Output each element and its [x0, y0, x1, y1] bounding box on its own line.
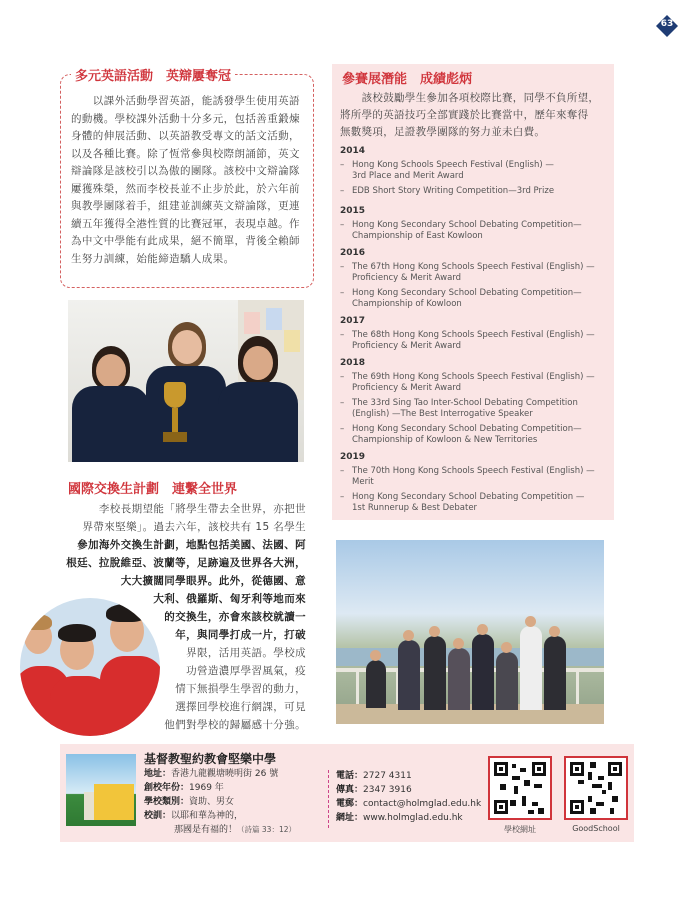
qr2-label: GoodSchool [572, 824, 620, 833]
year-heading: 2015 [340, 206, 366, 216]
english-activities-section [60, 69, 314, 288]
body-line: 以及各種比賽。除了恆常參與校際朗誦節，英文 [71, 147, 300, 160]
year-heading: 2014 [340, 146, 366, 156]
trophy-icon [164, 382, 186, 408]
motto-row-2: 那國是有福的！（詩篇 33：12） [174, 825, 296, 835]
award-item: – Hong Kong Schools Speech Festival (English) — 3rd Place and Merit Award [340, 160, 554, 181]
year-heading: 2018 [340, 358, 366, 368]
year-heading: 2016 [340, 248, 366, 258]
body-line: 屢獲殊榮，然而李校長並不止步於此，於六年前 [71, 182, 300, 195]
school-website-qr-icon[interactable] [488, 756, 552, 820]
school-info-footer [60, 744, 634, 842]
english-activities-title: 多元英語活動 英辯屢奪冠 [71, 65, 235, 84]
fax-row: 傳真：2347 3916 [336, 785, 412, 795]
intro-line: 無數獎項，足證教學團隊的努力並未白費。 [340, 126, 546, 138]
body-line: 參加海外交換生計劃，地點包括美國、法國、阿 [77, 539, 306, 551]
students-trophy-photo [68, 300, 304, 462]
student-right [218, 326, 298, 462]
body-line: 功營造濃厚學習風氣，疫 [186, 665, 306, 677]
award-item: – Hong Kong Secondary School Debating Competition— Championship of Kowloon & New Territories [340, 424, 582, 445]
body-line: 為中文中學能有此成果，絕不簡單，背後全賴師 [71, 235, 300, 247]
body-line: 生努力訓練，始能締造驕人成果。 [71, 252, 235, 265]
intro-line: 該校鼓勵學生參加各項校際比賽，同學不負所望， [340, 92, 600, 104]
international-exchange-title: 國際交換生計劃 連繫全世界 [68, 482, 238, 497]
founded-row: 創校年份：1969 年 [144, 783, 224, 793]
award-item: – EDB Short Story Writing Competition—3rd Prize [340, 186, 555, 196]
school-building-photo [66, 754, 136, 826]
award-item: – The 68th Hong Kong Schools Speech Festival (English) — Proficiency & Merit Award [340, 330, 595, 351]
school-type-row: 學校類別：資助、男女 [144, 797, 235, 807]
body-line: 大利、俄羅斯、匈牙利等地而來 [153, 593, 306, 605]
qr1-label: 學校網址 [504, 825, 536, 834]
body-line: 選擇回學校進行網課，可見 [175, 701, 306, 713]
email-link[interactable]: contact@holmglad.edu.hk [363, 799, 482, 809]
intro-line: 將所學的英語技巧全部實踐於比賽當中，歷年來奪得 [340, 109, 589, 121]
body-line: 情下無損學生學習的動力， [175, 683, 306, 695]
award-item: – Hong Kong Secondary School Debating Competition— Championship of Kowloon [340, 288, 582, 309]
award-item: – Hong Kong Secondary School Debating Competition — 1st Runnerup & Best Debater [340, 492, 585, 513]
page-number: 63 [660, 19, 674, 29]
body-line: 身體的伸展活動、以英語教受專文的話文活動， [71, 130, 300, 142]
achievements-intro [340, 90, 608, 141]
award-item: – Hong Kong Secondary School Debating Competition— Championship of East Kowloon [340, 220, 582, 241]
year-heading: 2019 [340, 452, 366, 462]
page-number-badge [655, 14, 679, 38]
email-row: 電郵：contact@holmglad.edu.hk [336, 799, 482, 809]
body-line: 續五年獲得全港性質的比賽冠軍，表現卓越。作 [71, 217, 300, 230]
student-left [72, 332, 150, 462]
body-line: 根廷、拉脫維亞、波蘭等，足跡遍及世界各大洲， [66, 557, 306, 569]
school-name: 基督教聖約教會堅樂中學 [144, 752, 277, 766]
body-line: 李校長期望能「將學生帶去全世界，亦把世 [98, 503, 306, 515]
body-line: 辯論隊是該校引以為傲的團隊。該校中文辯論隊 [71, 165, 300, 177]
body-line: 年，與同學打成一片，打破 [175, 629, 306, 641]
body-line: 大大擴闊同學眼界。此外，從德國、意 [120, 575, 306, 587]
motto-row: 校訓：以耶和華為神的， [144, 811, 244, 821]
body-line: 的動機。學校課外活動十分多元，包括善重鍛煉 [71, 112, 300, 125]
body-line: 界限，活用英語。學校成 [186, 647, 306, 659]
website-row: 網址：www.holmglad.edu.hk [336, 813, 463, 823]
achievements-panel [332, 64, 614, 520]
award-item: – The 69th Hong Kong Schools Speech Festival (English) — Proficiency & Merit Award [340, 372, 595, 393]
award-item: – The 67th Hong Kong Schools Speech Festival (English) — Proficiency & Merit Award [340, 262, 595, 283]
phone-row: 電話：2727 4311 [336, 771, 412, 781]
year-heading: 2017 [340, 316, 366, 326]
body-line: 的交換生，亦會來該校就讀一 [164, 611, 306, 623]
achievements-title: 參賽展潛能 成績彪炳 [342, 72, 473, 87]
body-line: 他們對學校的歸屬感十分強。 [164, 719, 306, 731]
award-item: – The 33rd Sing Tao Inter-School Debating Competition (English) —The Best Interrogative Speaker [340, 398, 578, 419]
body-line: 界帶來堅樂」。過去六年，該校共有 15 名學生 [82, 521, 306, 533]
website-link[interactable]: www.holmglad.edu.hk [363, 813, 463, 823]
body-line: 與教學團隊着手，組建並訓練英文辯論隊，更連 [71, 200, 300, 212]
group-travel-photo [336, 540, 604, 724]
english-activities-body [71, 93, 305, 268]
award-item: – The 70th Hong Kong Schools Speech Festival (English) — Merit [340, 466, 595, 487]
exchange-students-photo [20, 598, 160, 736]
address-row: 地址：香港九龍觀塘曉明街 26 號 [144, 769, 279, 779]
body-line: 以課外活動學習英語，能誘發學生使用英語 [71, 95, 300, 107]
goodschool-qr-icon[interactable] [564, 756, 628, 820]
